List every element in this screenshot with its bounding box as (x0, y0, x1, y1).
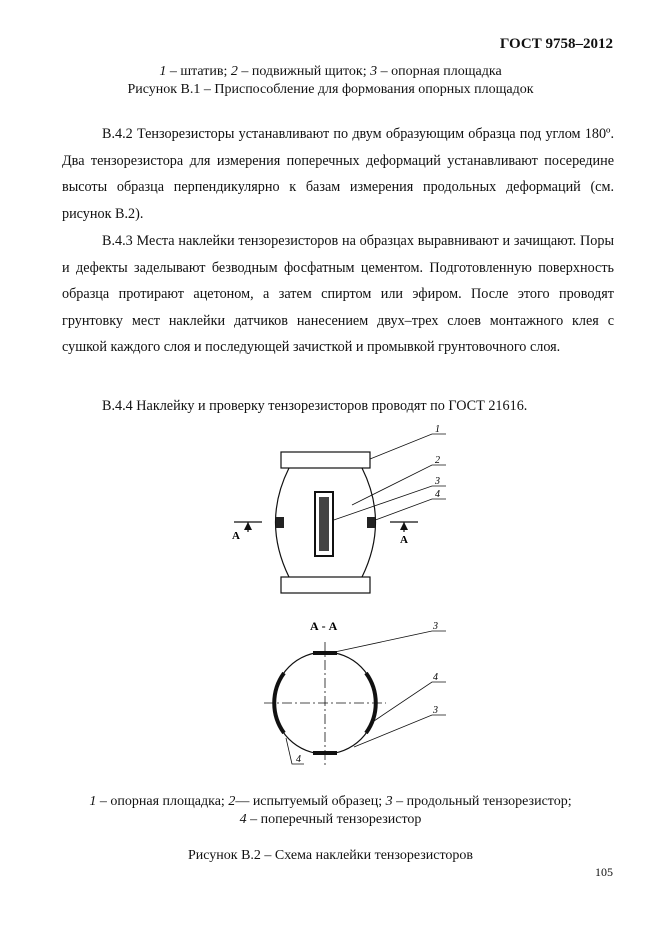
leader-lines (328, 434, 446, 522)
label-4-bottom-left: 4 (296, 754, 301, 765)
legend-text: – продольный тензорезистор; (392, 794, 572, 809)
center-lines (264, 642, 386, 766)
figure-b2-legend-line2 (0, 812, 661, 828)
arrow-icon (244, 522, 252, 530)
label-3-bottom: 3 (433, 621, 438, 632)
section-label-right: А (400, 534, 408, 546)
longitudinal-strain-gauge-core (319, 497, 329, 551)
label-3: 3 (435, 476, 440, 487)
figure-b2-legend-line1 (0, 794, 661, 810)
section-label-left: А (232, 530, 240, 542)
legend-text: – поперечный тензорезистор (246, 812, 422, 827)
legend-text: — испытуемый образец; (235, 794, 386, 809)
legend-num: 3 (370, 64, 378, 79)
legend-text: – подвижный щиток; (237, 64, 371, 79)
leader-lines-bottom (286, 631, 446, 764)
paragraph-b44: В.4.4 Наклейку и проверку тензорезисторов проводят по ГОСТ 21616. (102, 398, 528, 414)
figure-b1-title: Рисунок В.1 – Приспособление для формования опорных площадок (127, 82, 534, 97)
legend-text: – штатив; (166, 64, 231, 79)
label-4-bottom: 4 (433, 672, 438, 683)
legend-text: – опорная площадка; (96, 794, 229, 809)
paragraph-b43: В.4.3 Места наклейки тензорезисторов на образцах выравнивают и зачищают. Поры и дефекты заделывают безводным фосфатным цементом. Подготовленную поверхность образца протирают ацетоном, а затем спиртом или эфиром. После этого проводят грунтовку мест наклейки датчиков нанесением двух–трех слоев монтажного клея с сушкой каждого слоя и последующей зачисткой и промывкой грунтовочного слоя. (62, 233, 614, 356)
legend-num: 1 (89, 794, 97, 809)
label-1: 1 (435, 424, 440, 435)
legend-text: – опорная площадка (377, 64, 502, 79)
page-number: 105 (595, 865, 613, 879)
legend-num: 2 (228, 794, 236, 809)
legend-num: 3 (385, 794, 393, 809)
label-4: 4 (435, 489, 440, 500)
transverse-strain-gauge-right (367, 517, 375, 528)
paragraph-b42: В.4.2 Тензорезисторы устанавливают по двум образующим образца под углом 180º. Два тензорезистора для измерения поперечных деформаций устанавливают посередине высоты образца перпендикулярно к базам измерения продольных деформаций (см. рисунок В.2). (62, 126, 614, 222)
support-plate-bottom (281, 577, 370, 593)
label-2: 2 (435, 455, 440, 466)
figure-b2-title: Рисунок В.2 – Схема наклейки тензорезисторов (187, 848, 474, 863)
support-plate-top (281, 452, 370, 468)
section-title: А - А (310, 619, 338, 633)
document-header: ГОСТ 9758–2012 (499, 36, 613, 52)
arrow-icon (400, 522, 408, 530)
label-3-bottom-second: 3 (433, 705, 438, 716)
legend-num: 2 (230, 64, 238, 79)
transverse-strain-gauge-left (276, 517, 284, 528)
legend-num: 4 (239, 812, 247, 827)
legend-num: 1 (159, 64, 167, 79)
